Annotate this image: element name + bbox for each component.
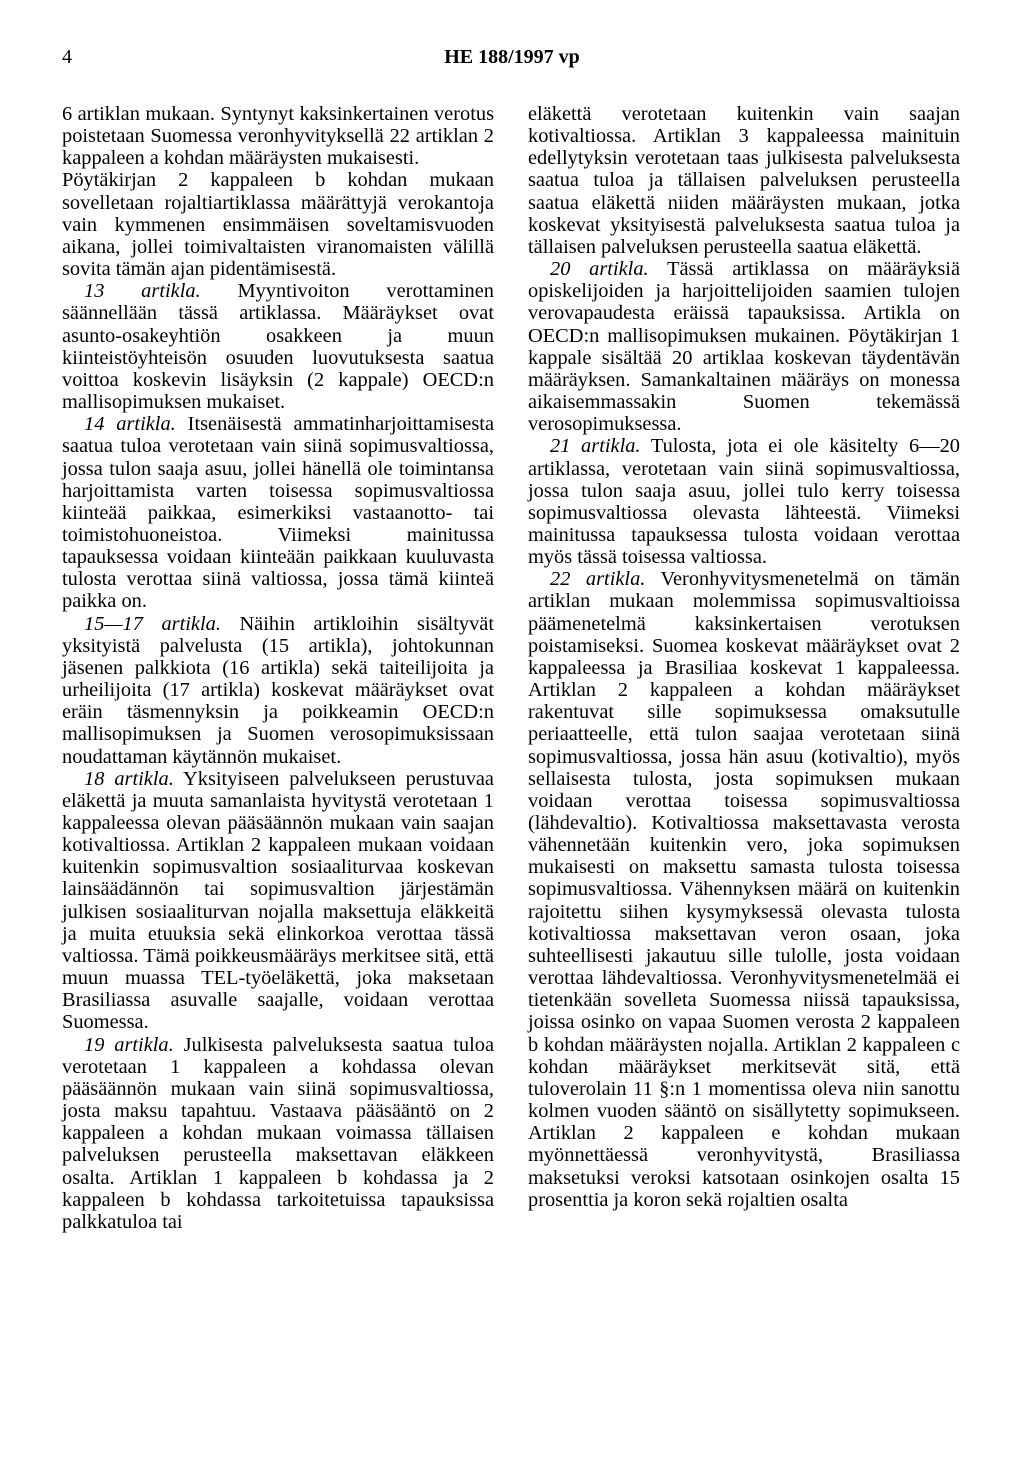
paragraph: eläkettä verotetaan kuitenkin vain saajan kotivaltiossa. Artiklan 3 kappaleessa mainituin edellytyksin verotetaan taas julkisesta palveluksesta saatua tuloa ja tällaisen palveluksen perusteella saatua eläkettä niiden määräysten mukaan, jotka koskevat yksityisestä palveluksesta saatua tuloa ja tällaisen palveluksen perusteella saatua eläkettä. <box>528 103 960 258</box>
paragraph-article-14: 14 artikla. Itsenäisestä ammatinharjoittamisesta saatua tuloa verotetaan vain siinä sopimusvaltiossa, jossa tulon saaja asuu, jollei hänellä ole toimintansa harjoittamista varten toisessa sopimusvaltiossa kiinteää paikkaa, esimerkiksi vastaanotto- tai toimistohuoneistoa. Viimeksi mainitussa tapauksessa voidaan kiinteään paikkaan kuuluvasta tulosta verottaa siinä valtiossa, jossa tämä kiinteä paikka on. <box>62 413 494 613</box>
page-header <box>62 46 962 72</box>
paragraph-article-22: 22 artikla. Veronhyvitysmenetelmä on tämän artiklan mukaan molemmissa sopimusvaltioissa päämenetelmä kaksinkertaisen verotuksen poistamiseksi. Suomea koskevat määräykset ovat 2 kappaleessa ja Brasiliaa koskevat 1 kappaleessa. Artiklan 2 kappaleen a kohdan määräykset rakentuvat sille sopimuksessa omaksutulle periaatteelle, että tulon saajaa verotetaan siinä sopimusvaltiossa, jossa hän asuu (kotivaltio), myös sellaisesta tulosta, josta sopimuksen mukaan voidaan verottaa toisessa sopimusvaltiossa (lähdevaltio). Kotivaltiossa maksettavasta verosta vähennetään kuitenkin vero, joka sopimuksen mukaisesti on maksettu samasta tulosta toisessa sopimusvaltiossa. Vähennyksen määrä on kuitenkin rajoitettu siihen kysymyksessä olevasta tulosta kotivaltiossa maksettavan veron osaan, joka suhteellisesti jakautuu sille tulolle, josta voidaan verottaa lähdevaltiossa. Veronhyvitysmenetelmää ei tietenkään sovelleta Suomessa niissä tapauksissa, joissa osinko on vapaa Suomen verosta 2 kappaleen b kohdan määräysten nojalla. Artiklan 2 kappaleen c kohdan määräykset merkitsevät sitä, että tuloverolain 11 §:n 1 momentissa oleva niin sanottu kolmen vuoden sääntö on sisällytetty sopimukseen. Artiklan 2 kappaleen e kohdan mukaan myönnettäessä veronhyvitystä, Brasiliassa maksetuksi veroksi katsotaan osinkojen osalta 15 prosenttia ja koron sekä rojaltien osalta <box>528 568 960 1211</box>
article-heading: 18 artikla. <box>84 767 174 790</box>
paragraph-article-15-17: 15—17 artikla. Näihin artikloihin sisältyvät yksityistä palvelusta (15 artikla), johtokunnan jäsenen palkkiota (16 artikla) sekä taiteilijoita ja urheilijoita (17 artikla) koskevat määräykset ovat eräin täsmennyksin ja poikkeamin OECD:n mallisopimuksen ja Suomen verosopimuksissaan noudattaman käytännön mukaiset. <box>62 612 494 768</box>
running-title: HE 188/1997 vp <box>444 46 580 68</box>
article-heading: 15—17 artikla. <box>84 612 221 635</box>
paragraph-article-20: 20 artikla. Tässä artiklassa on määräyksiä opiskelijoiden ja harjoittelijoiden saamien tulojen verovapaudesta eräissä tapauksissa. Artikla on OECD:n mallisopimuksen mukainen. Pöytäkirjan 1 kappale sisältää 20 artiklaa koskevan täydentävän määräyksen. Samankaltainen määräys on monessa aikaisemmassakin Suomen tekemässä verosopimuksessa. <box>528 258 961 436</box>
article-heading: 20 artikla. <box>550 258 649 281</box>
paragraph-article-19: 19 artikla. Julkisesta palveluksesta saatua tuloa verotetaan 1 kappaleen a kohdassa olevan pääsäännön mukaan vain siinä sopimusvaltiossa, josta maksu tapahtuu. Vastaava pääsääntö on 2 kappaleen a kohdan mukaan voimassa tällaisen palveluksen perusteella maksettavan eläkkeen osalta. Artiklan 1 kappaleen b kohdassa ja 2 kappaleen b kohdassa tarkoitetuissa tapauksissa palkkatuloa tai <box>62 1033 494 1233</box>
article-heading: 19 artikla. <box>84 1033 174 1056</box>
paragraph-article-13: 13 artikla. Myyntivoiton verottaminen säännellään tässä artiklassa. Määräykset ovat asunto-osakeyhtiön osakkeen ja muun kiinteistöyhteisön osuuden luovutuksesta saatua voittoa koskevin lisäyksin (2 kappale) OECD:n mallisopimuksen mukaiset. <box>62 280 494 414</box>
article-heading: 21 artikla. <box>550 435 641 458</box>
right-column <box>528 103 960 1211</box>
article-heading: 14 artikla. <box>84 413 176 436</box>
article-heading: 13 artikla. <box>84 280 201 303</box>
article-heading: 22 artikla. <box>550 568 646 591</box>
paragraph-article-18: 18 artikla. Yksityiseen palvelukseen perustuvaa eläkettä ja muuta samanlaista hyvitystä verotetaan 1 kappaleessa olevan pääsäännön mukaan vain saajan kotivaltiossa. Artiklan 2 kappaleen mukaan voidaan kuitenkin sopimusvaltion sosiaaliturvaa koskevan lainsäädännön tai sopimusvaltion järjestämän julkisen sosiaaliturvan nojalla maksettuja eläkkeitä ja muita etuuksia sekä elinkorkoa verottaa tässä valtiossa. Tämä poikkeusmääräys merkitsee sitä, että muun muassa TEL-työeläkettä, joka maksetaan Brasiliassa asuvalle saajalle, voidaan verottaa Suomessa. <box>62 767 494 1034</box>
paragraph: Pöytäkirjan 2 kappaleen b kohdan mukaan sovelletaan rojaltiartiklassa määrättyjä verokantoja vain kymmenen ensimmäisen soveltamisvuoden aikana, jollei toimivaltaisten viranomaisten välillä sovita tämän ajan pidentämisestä. <box>62 169 494 281</box>
paragraph: 6 artiklan mukaan. Syntynyt kaksinkertainen verotus poistetaan Suomessa veronhyvityksellä 22 artiklan 2 kappaleen a kohdan määräysten mukaisesti. <box>62 103 494 170</box>
left-column <box>62 103 494 1233</box>
page-number: 4 <box>62 46 72 68</box>
paragraph-article-21: 21 artikla. Tulosta, jota ei ole käsitelty 6—20 artiklassa, verotetaan vain siinä sopimusvaltiossa, jossa tulon saaja asuu, jollei tulo kerry toisessa sopimusvaltiossa olevasta lähteestä. Viimeksi mainitussa tapauksessa tulosta voidaan verottaa myös tässä toisessa valtiossa. <box>528 435 960 569</box>
